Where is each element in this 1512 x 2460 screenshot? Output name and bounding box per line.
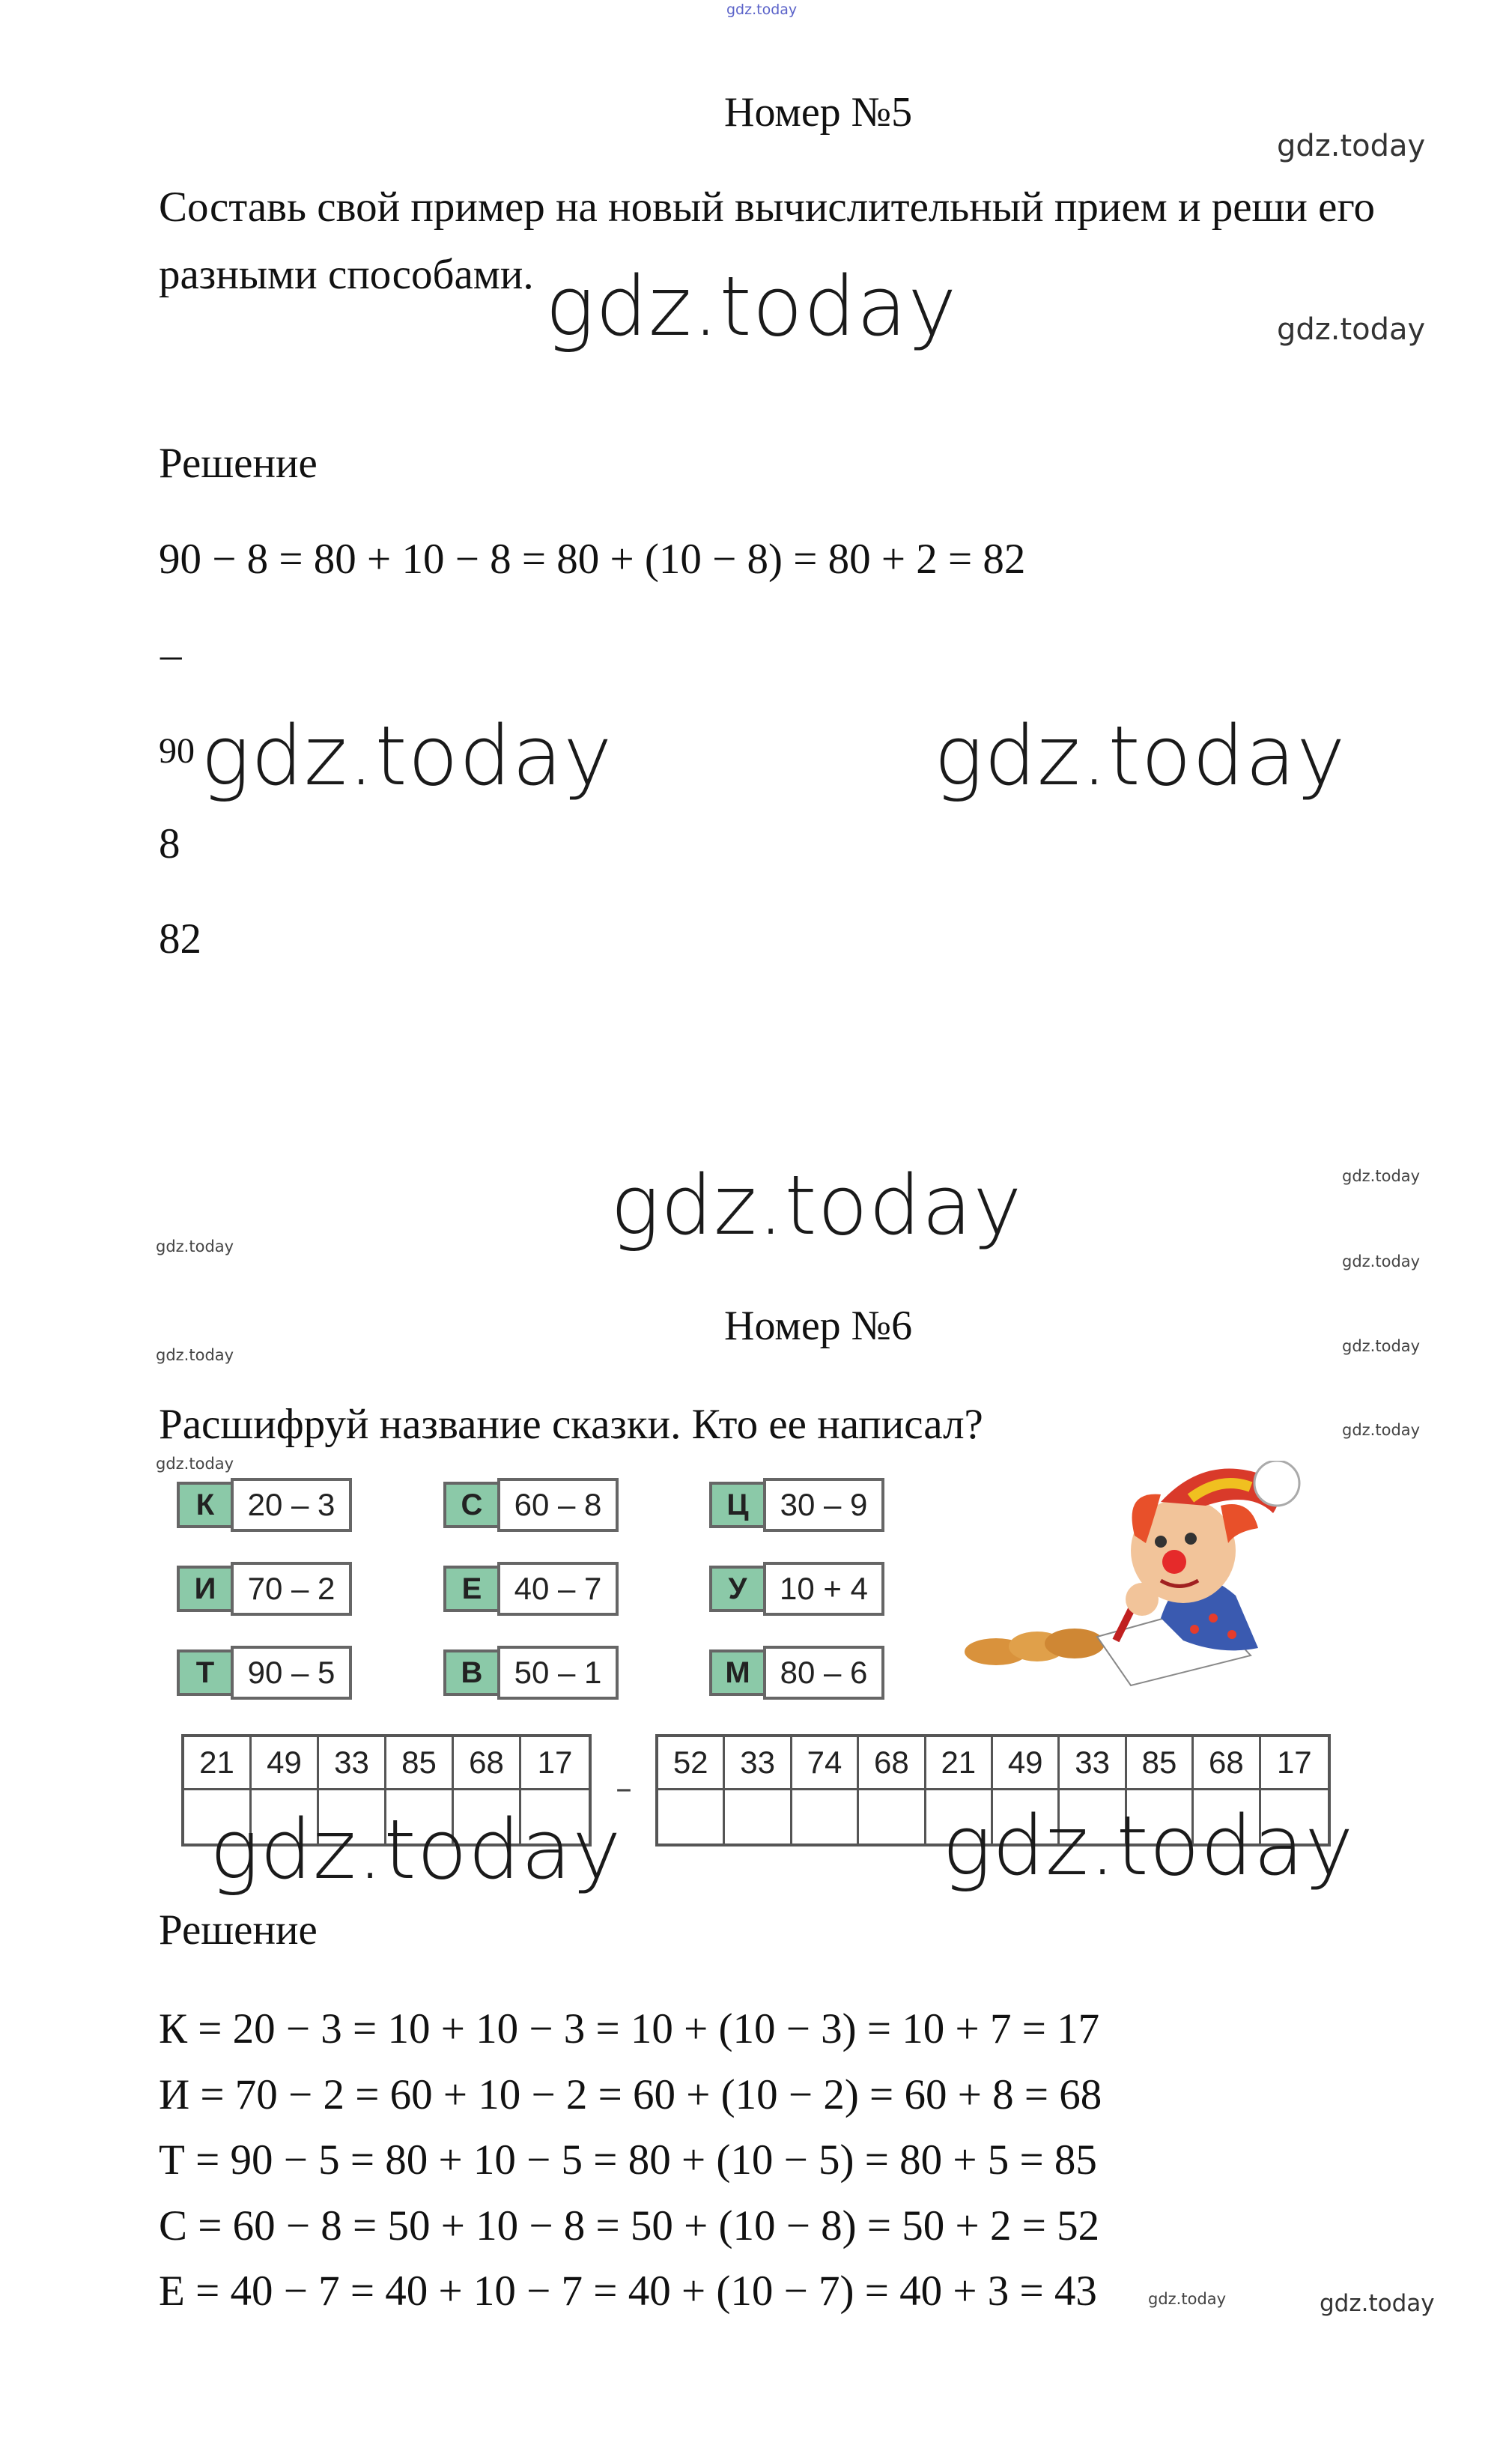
column-result: 82 — [159, 915, 201, 963]
grid-number: 85 — [386, 1737, 454, 1790]
grid-number: 49 — [993, 1737, 1060, 1790]
grid-number: 21 — [184, 1737, 252, 1790]
grid-number: 68 — [1194, 1737, 1260, 1790]
watermark-tiny: gdz.today — [156, 1237, 234, 1255]
grid-number: 33 — [725, 1737, 792, 1790]
column-minus-sign: _ — [160, 616, 182, 664]
solution-line: К = 20 − 3 = 10 + 10 − 3 = 10 + (10 − 3) = 10 + 7 = 17 — [159, 2005, 1100, 2052]
watermark-large: gdz.today — [610, 1157, 1023, 1253]
task5-equation: 90 − 8 = 80 + 10 − 8 = 80 + (10 − 8) = 80 + 2 = 82 — [159, 536, 1026, 583]
watermark-small: gdz.today — [1320, 2290, 1435, 2317]
task5-solution-label: Решение — [159, 440, 318, 487]
task5-title: Номер №5 — [724, 89, 913, 136]
cipher-letter: К — [177, 1482, 234, 1528]
watermark-top: gdz.today — [726, 1, 798, 18]
grid-number: 21 — [926, 1737, 993, 1790]
cipher-letter: М — [709, 1649, 766, 1696]
cipher-expression: 90 – 5 — [231, 1646, 352, 1700]
cipher-expression: 50 – 1 — [497, 1646, 619, 1700]
column-top-number: 90 — [159, 731, 195, 771]
task5-text-line1: Составь свой пример на новый вычислительный прием и реши его — [159, 184, 1375, 231]
cipher-u — [709, 1562, 884, 1616]
grid-number: 52 — [658, 1737, 725, 1790]
watermark-large: gdz.today — [545, 258, 958, 354]
column-subtrahend: 8 — [159, 820, 180, 867]
grid-letter-cell[interactable] — [792, 1790, 859, 1844]
watermark-tiny: gdz.today — [1148, 2290, 1227, 2308]
solution-line: С = 60 − 8 = 50 + 10 − 8 = 50 + (10 − 8) = 50 + 2 = 52 — [159, 2202, 1100, 2250]
solution-line: Т = 90 − 5 = 80 + 10 − 5 = 80 + (10 − 5) = 80 + 5 = 85 — [159, 2136, 1097, 2184]
clown-illustration — [936, 1461, 1333, 1708]
cipher-letter: У — [709, 1566, 766, 1612]
watermark-tiny: gdz.today — [156, 1346, 234, 1364]
cipher-expression: 40 – 7 — [497, 1562, 619, 1616]
grid-number: 74 — [792, 1737, 859, 1790]
grid-number: 33 — [1060, 1737, 1126, 1790]
task6-text: Расшифруй название сказки. Кто ее написал? — [159, 1401, 983, 1448]
cipher-expression: 10 + 4 — [763, 1562, 884, 1616]
watermark-small: gdz.today — [1277, 312, 1426, 347]
task6-title: Номер №6 — [724, 1303, 913, 1349]
solution-line: Е = 40 − 7 = 40 + 10 − 7 = 40 + (10 − 7) = 40 + 3 = 43 — [159, 2267, 1097, 2315]
cipher-letter: Т — [177, 1649, 234, 1696]
cipher-t — [177, 1646, 352, 1700]
cipher-letter: С — [443, 1482, 500, 1528]
task5-text-line2: разными способами. — [159, 251, 534, 298]
watermark-large: gdz.today — [934, 708, 1346, 804]
cipher-letter: Ц — [709, 1482, 766, 1528]
cipher-i — [177, 1562, 352, 1616]
watermark-tiny: gdz.today — [1342, 1252, 1421, 1270]
cipher-expression: 70 – 2 — [231, 1562, 352, 1616]
cipher-expression: 30 – 9 — [763, 1478, 884, 1532]
cipher-expression: 20 – 3 — [231, 1478, 352, 1532]
cipher-s — [443, 1478, 619, 1532]
watermark-tiny: gdz.today — [1342, 1167, 1421, 1185]
watermark-large: gdz.today — [201, 708, 613, 804]
cipher-letter: И — [177, 1566, 234, 1612]
grid-number: 17 — [1261, 1737, 1328, 1790]
grid-dash: – — [616, 1769, 632, 1808]
watermark-tiny: gdz.today — [1342, 1337, 1421, 1355]
grid-number: 68 — [454, 1737, 521, 1790]
watermark-small: gdz.today — [1277, 129, 1426, 163]
watermark-large: gdz.today — [942, 1798, 1355, 1894]
task6-solution-label: Решение — [159, 1906, 318, 1954]
grid-number: 68 — [859, 1737, 926, 1790]
grid-number: 85 — [1127, 1737, 1194, 1790]
cipher-letter: Е — [443, 1566, 500, 1612]
cipher-e — [443, 1562, 619, 1616]
watermark-tiny: gdz.today — [156, 1455, 234, 1473]
cipher-letter: В — [443, 1649, 500, 1696]
cipher-ts — [709, 1478, 884, 1532]
watermark-tiny: gdz.today — [1342, 1421, 1421, 1439]
watermark-large: gdz.today — [210, 1802, 622, 1897]
grid-letter-cell[interactable] — [658, 1790, 725, 1844]
bun-3 — [1045, 1629, 1105, 1658]
grid-letter-cell[interactable] — [725, 1790, 792, 1844]
cipher-v — [443, 1646, 619, 1700]
grid-number: 33 — [319, 1737, 386, 1790]
cipher-m — [709, 1646, 884, 1700]
grid-number: 49 — [252, 1737, 319, 1790]
cipher-expression: 80 – 6 — [763, 1646, 884, 1700]
clown-nose — [1162, 1550, 1186, 1574]
grid-number: 17 — [521, 1737, 589, 1790]
solution-line: И = 70 − 2 = 60 + 10 − 2 = 60 + (10 − 2) = 60 + 8 = 68 — [159, 2071, 1102, 2118]
cipher-expression: 60 – 8 — [497, 1478, 619, 1532]
grid-letter-cell[interactable] — [859, 1790, 926, 1844]
cipher-k — [177, 1478, 352, 1532]
